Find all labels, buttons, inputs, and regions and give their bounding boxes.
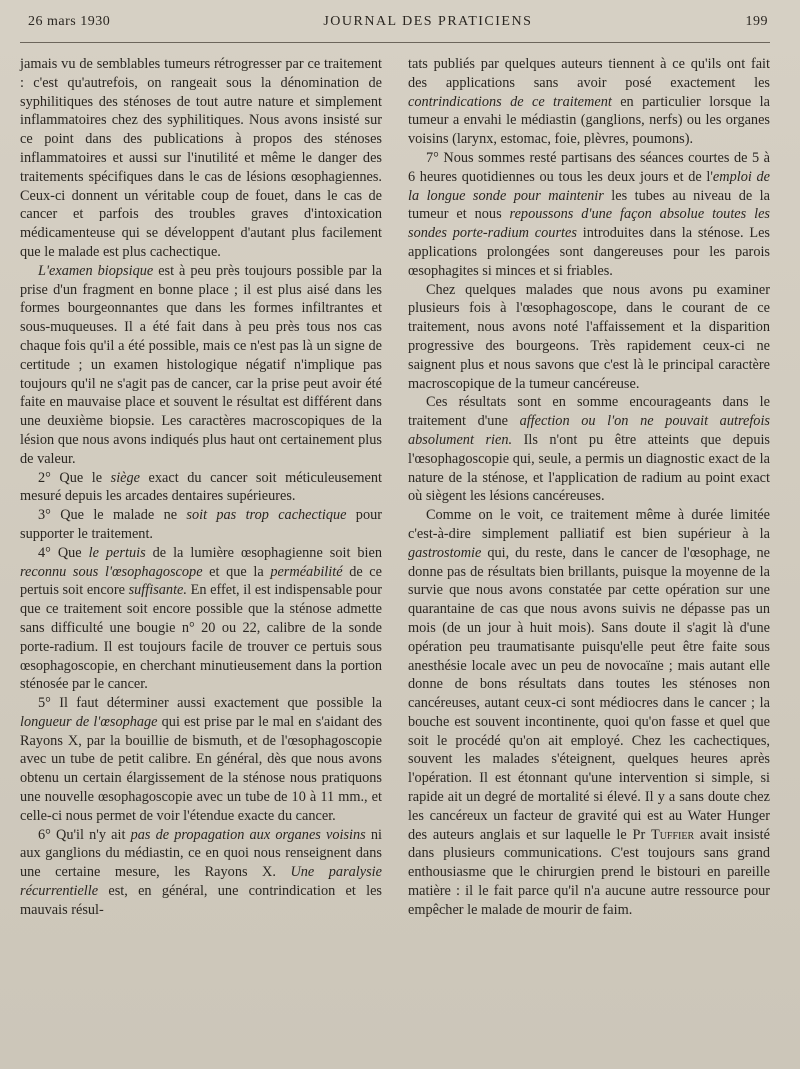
- text-run: En effet, il est indispensable pour que ce traitement soit encore possible que la sténose admette sans difficulté une bougie n° 20 ou 22, calibre de la sonde porte-radium. Il est toujours facile de trouver ce pertuis sous œsophagoscopie, en cherchant minutieusement dans la portion sténosée par le cancer.: [20, 582, 383, 693]
- text-run: est, en général, une contrindication et les mauvais résul-: [20, 883, 382, 918]
- right-column: [408, 55, 770, 920]
- text-run: Tuffier: [650, 826, 695, 843]
- text-run: 7° Nous sommes resté partisans des séances courtes de 5 à 6 heures quotidiennes ou tous les deux jours et de l': [408, 149, 770, 185]
- text-run: de la lumière œsophagienne soit bien: [145, 544, 382, 561]
- paragraph: [408, 55, 770, 149]
- italic-text: contrindications de ce traitement: [408, 93, 612, 110]
- text-run: en particulier lorsque la tumeur a envahi le médiastin (ganglions, nerfs) ou les organes voisins (larynx, estomac, foie, plèvres, poumons).: [408, 93, 770, 148]
- italic-text: pas de propagation aux organes voisins: [130, 826, 366, 843]
- text-run: tats publiés par quelques auteurs tiennent à ce qu'ils ont fait des applications sans avoir posé exactement les: [408, 56, 770, 91]
- text-run: Chez quelques malades que nous avons pu examiner plusieurs fois à l'œsophagoscope, dans le courant de ce traitement, nous avons noté l'affaissement et la disparition progressive des bourgeons. Très rapidement ceux-ci ne saignent plus et nous savons que c'est là le principal caractère macroscopique de la tumeur cancéreuse.: [408, 281, 770, 392]
- paragraph: [20, 506, 382, 544]
- italic-text: reconnu sous l'œsophagoscope: [20, 563, 203, 580]
- text-run: jamais vu de semblables tumeurs rétrogresser par ce traitement : c'est qu'autrefois, on rangeait sous la dénomination de syphilitiques des sténoses de tout autre nature et simplement inflammatoires chez des syphilitiques. Nous avons insisté sur ce point dans des publications à propos des sténoses inflammatoires et aussi sur l'inutilité et même le danger des traitements spécifiques dans le cas de lésions œsophagiennes. Ceux-ci donnent un véritable coup de fouet, dans le cas de cancer et parfois des troubles graves d'intoxication médicamenteuse qui se développent d'autant plus facilement que le malade est plus cachectique.: [20, 56, 382, 260]
- italic-text: repoussons d'une façon absolue toutes les sondes porte-radium courtes: [408, 206, 770, 242]
- text-run: qui est prise par le mal en s'aidant des Rayons X, par la bouillie de bismuth, et de l'œsophagoscopie avec un tube de petit calibre. En général, dès que nous avons obtenu un certain élargissement de la sténose nous pratiquons une nouvelle œsophagoscopie avec un tube de 10 à 11 mm., et celle-ci nous permet de voir l'étendue exacte du cancer.: [20, 713, 383, 824]
- text-run: Ces résultats sont en somme encourageants dans le traitement d'une: [408, 394, 770, 430]
- text-run: pour supporter le traitement.: [20, 507, 382, 542]
- italic-text: L'examen biopsique: [38, 262, 154, 279]
- paragraph: [408, 393, 770, 506]
- issue-date: 26 mars 1930: [28, 14, 111, 29]
- italic-text: soit pas trop cachectique: [186, 507, 347, 524]
- italic-text: siège: [110, 469, 141, 486]
- text-run: Ils n'ont pu être atteints que depuis l'œsophagoscopie qui, seule, a permis un diagnostic exact de la nature de la sténose, et l'application de radium au point exact où siègent les lésions cancéreuses.: [408, 431, 770, 505]
- paragraph: [20, 694, 382, 826]
- italic-text: perméabilité: [270, 563, 343, 580]
- italic-text: gastrostomie: [408, 544, 482, 561]
- italic-text: affection ou l'on ne pouvait autrefois absolument rien.: [408, 413, 770, 448]
- text-run: et que la: [202, 563, 271, 580]
- italic-text: suffisante.: [128, 582, 187, 599]
- journal-title: JOURNAL DES PRATICIENS: [323, 14, 533, 29]
- text-run: est à peu près toujours possible par la prise d'un fragment en bonne place ; il est plus aisé dans les formes bourgeonnantes que dans les formes infiltrantes et sous-muqueuses. Il a été fait dans à peu près tous nos cas chaque fois qu'il a été possible, mais ce n'est pas là un signe de certitude ; un examen histologique négatif n'implique pas toujours qu'il ne s'agit pas de cancer, car la prise peut avoir été faite en mauvaise place et souvent le résultat est différent dans une deuxième biopsie. Les caractères macroscopiques de la lésion que nous avons indiqués plus haut ont certainement plus de valeur.: [20, 262, 382, 467]
- page-number: 199: [745, 14, 768, 29]
- text-run: 6° Qu'il n'y ait: [38, 826, 131, 843]
- text-run: de ce pertuis soit encore: [20, 563, 382, 599]
- text-run: 3° Que le malade ne: [38, 507, 187, 524]
- text-run: exact du cancer soit méticuleusement mesuré depuis les arcades dentaires supérieures.: [20, 469, 382, 505]
- text-run: avait insisté dans plusieurs communications. C'est toujours sans grand enthousiasme que le chirurgien prend le bistouri en pareille matière : il le fait parce qu'il n'a aucune autre ressource pour empêcher le malade de mourir de faim.: [408, 826, 770, 918]
- text-columns: [20, 55, 770, 920]
- paragraph: [20, 469, 382, 507]
- paragraph: [20, 544, 382, 694]
- left-column: [20, 55, 382, 920]
- paragraph: [20, 55, 382, 262]
- italic-text: emploi de la longue sonde pour maintenir: [408, 168, 770, 204]
- page-header: [20, 14, 770, 43]
- italic-text: le pertuis: [88, 544, 146, 561]
- text-run: 2° Que le: [38, 469, 111, 486]
- text-run: introduites dans la sténose. Les applications prolongées sont dangereuses pour les parois œsophagites si minces et si friables.: [408, 225, 770, 279]
- paragraph: [408, 149, 770, 281]
- text-run: 4° Que: [38, 544, 89, 561]
- text-run: Comme on le voit, ce traitement même à durée limitée c'est-à-dire simplement palliatif est bien supérieur à la: [408, 507, 770, 542]
- italic-text: longueur de l'œsophage: [20, 713, 158, 730]
- paragraph: [408, 506, 770, 920]
- paragraph: [408, 281, 770, 394]
- text-run: qui, du reste, dans le cancer de l'œsophage, ne donne pas de résultats bien brillants, puisque la moyenne de la survie que nous avons constatée par cette opération sur une quarantaine de cas que nous avons suivis ne dépasse pas un mois (de un jour à huit mois). Sans doute il s'agit là d'une opération peu traumatisante puisqu'elle peut être faite sous anesthésie locale avec un peu de novocaïne ; mais autant elle donne de bons résultats dans toutes les sténoses non cancéreuses, autant ceux-ci sont médiocres dans le cancer ; la bouche est souvent incontinente, quoi qu'on fasse et quel que soit le procédé qu'on ait employé. Chez les cachectiques, souvent les malades s'éteignent, quelques heures après l'opération. Il est étonnant qu'une intervention si simple, si rapide ait un degré de mortalité si élevé. Il y a sans doute chez les cancéreux un facteur de gravité qui est au Water Hunger des auteurs anglais et sur laquelle le Pr: [408, 544, 770, 843]
- paragraph: [20, 262, 382, 469]
- paragraph: [20, 826, 382, 920]
- italic-text: Une paralysie récurrentielle: [20, 864, 382, 900]
- text-run: ni aux ganglions du médiastin, ce en quoi nous renseignent dans une certaine mesure, les Rayons X.: [20, 826, 382, 881]
- text-run: 5° Il faut déterminer aussi exactement que possible la: [38, 695, 382, 712]
- text-run: les tubes au niveau de la tumeur et nous: [408, 187, 771, 223]
